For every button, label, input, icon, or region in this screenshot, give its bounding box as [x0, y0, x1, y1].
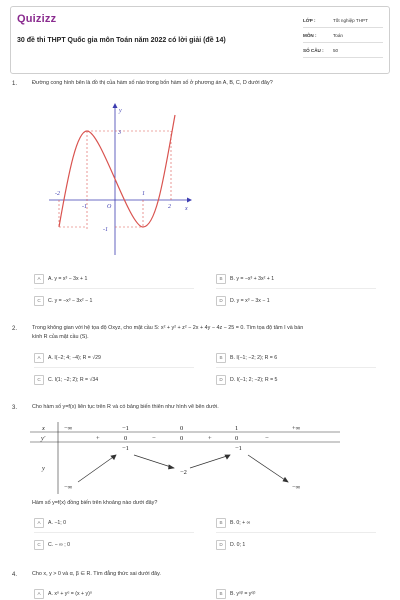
meta-value: 50	[333, 47, 339, 53]
x-axis-arrow	[187, 198, 192, 203]
option-text: C. y = −x³ − 3x² − 1	[48, 298, 93, 304]
function-curve	[59, 115, 175, 227]
question-text: Cho hàm số y=f(x) liên tục trên R và có bảng biến thiên như hình vẽ bên dưới.	[32, 404, 219, 410]
answer-option-d[interactable]	[216, 375, 277, 385]
meta-value: Tốt nghiệp THPT	[333, 17, 368, 23]
x-value: 1	[235, 425, 239, 432]
derivative-sign: +	[96, 435, 100, 442]
option-letter: B	[216, 353, 226, 363]
x-axis-label: x	[185, 206, 188, 212]
divider	[216, 532, 376, 533]
answer-option-a[interactable]	[34, 589, 92, 599]
meta-value: Toán	[333, 32, 343, 38]
x-value: +∞	[292, 425, 301, 432]
origin-label: O	[107, 204, 112, 210]
question-number: 2.	[12, 326, 18, 332]
tick-label: -1	[82, 204, 87, 210]
meta-row-subject	[303, 28, 383, 43]
option-text: D. I(−1; 2; −2); R = 5	[230, 377, 278, 383]
answer-option-c[interactable]	[34, 375, 98, 385]
question-number: 1.	[12, 81, 18, 87]
tick-label: -2	[55, 191, 60, 197]
option-text: A. I(−2; 4; −4); R = √29	[48, 355, 101, 361]
option-text: D. 0; 1	[230, 542, 246, 548]
answer-option-d[interactable]	[216, 296, 270, 306]
meta-label: LỚP :	[303, 17, 316, 23]
question-text	[32, 324, 303, 342]
meta-label: SỐ CÂU :	[303, 47, 324, 53]
derivative-sign: −	[265, 435, 269, 442]
question-text: Đường cong hình bên là đồ thị của hàm số nào trong bốn hàm số ở phương án A, B, C, D dưới đây?	[32, 80, 273, 86]
tick-label: 3	[118, 130, 121, 136]
option-letter: A	[34, 518, 44, 528]
question-number: 3.	[12, 405, 18, 411]
function-graph	[45, 100, 195, 260]
option-text: A. −1; 0	[48, 520, 67, 526]
divider	[34, 288, 194, 289]
option-text: B. 0; + ∞	[230, 520, 251, 526]
question-text: Cho x, y > 0 và α, β ∈ R. Tìm đẳng thức sai dưới đây.	[32, 571, 161, 577]
tick-label: 2	[168, 204, 171, 210]
tick-label: -1	[103, 227, 108, 233]
y-value: −∞	[64, 484, 73, 491]
answer-option-b[interactable]	[216, 589, 255, 599]
variation-table	[30, 422, 350, 494]
option-letter: C	[34, 375, 44, 385]
option-letter: A	[34, 353, 44, 363]
y-row-label: y	[42, 465, 45, 472]
option-text: C. − ∞ ; 0	[48, 542, 71, 548]
answer-option-a[interactable]	[34, 353, 101, 363]
y-value: −2	[180, 469, 187, 476]
answer-option-d[interactable]	[216, 540, 245, 550]
derivative-sign: +	[208, 435, 212, 442]
x-value: 0	[180, 425, 184, 432]
x-value: −∞	[64, 425, 73, 432]
option-text: B. I(−1; −2; 2); R = 6	[230, 355, 278, 361]
derivative-sign: −	[152, 435, 156, 442]
option-letter: D	[216, 375, 226, 385]
question-text: Hàm số y=f(x) đồng biến trên khoảng nào dưới đây?	[32, 500, 158, 506]
answer-option-b[interactable]	[216, 274, 274, 284]
option-text: C. I(1; −2; 2); R = √34	[48, 377, 99, 383]
question-text-line: kính R của mặt cầu (S).	[32, 334, 89, 340]
option-letter: C	[34, 296, 44, 306]
x-value: −1	[122, 425, 129, 432]
option-letter: D	[216, 540, 226, 550]
option-letter: B	[216, 518, 226, 528]
divider	[216, 367, 376, 368]
worksheet-meta	[303, 13, 383, 58]
tick-label: 1	[142, 191, 145, 197]
answer-option-c[interactable]	[34, 540, 70, 550]
option-text: D. y = x³ − 3x − 1	[230, 298, 270, 304]
y-value: −1	[122, 445, 129, 452]
quizizz-logo[interactable]: Quizizz	[17, 13, 57, 25]
divider	[216, 288, 376, 289]
derivative-zero: 0	[235, 435, 239, 442]
answer-option-c[interactable]	[34, 296, 92, 306]
question-number: 4.	[12, 572, 18, 578]
option-text: A. xᵅ + yᵅ = (x + y)ᵅ	[48, 591, 92, 597]
x-row-label: x	[42, 425, 45, 432]
option-letter: A	[34, 274, 44, 284]
answer-option-b[interactable]	[216, 353, 277, 363]
y-value: −1	[235, 445, 242, 452]
meta-row-class	[303, 13, 383, 28]
option-text: B. yᵅᵝ = yᵅᵝ	[230, 591, 256, 597]
y-axis-arrow	[113, 103, 118, 108]
derivative-row-label: y'	[41, 435, 46, 442]
worksheet-header	[10, 6, 390, 74]
option-letter: A	[34, 589, 44, 599]
answer-option-b[interactable]	[216, 518, 250, 528]
page-title: 30 đề thi THPT Quốc gia môn Toán năm 2022 có lời giải (đề 14)	[17, 37, 226, 44]
option-letter: D	[216, 296, 226, 306]
meta-label: MÔN :	[303, 32, 317, 38]
answer-option-a[interactable]	[34, 518, 66, 528]
y-axis-label: y	[119, 108, 122, 114]
derivative-zero: 0	[180, 435, 184, 442]
meta-row-count	[303, 43, 383, 58]
divider	[34, 532, 194, 533]
divider	[34, 367, 194, 368]
answer-option-a[interactable]	[34, 274, 87, 284]
option-letter: B	[216, 274, 226, 284]
option-text: A. y = x³ − 3x + 1	[48, 276, 88, 282]
y-value: −∞	[292, 484, 301, 491]
derivative-zero: 0	[124, 435, 128, 442]
option-letter: C	[34, 540, 44, 550]
option-text: B. y = −x³ + 3x² + 1	[230, 276, 275, 282]
question-text-line: Trong không gian với hệ tọa độ Oxyz, cho mặt cầu S: x² + y² + z² − 2x + 4y − 4z − 25 = 0. Tìm tọa độ tâm I và bán	[32, 325, 304, 331]
option-letter: B	[216, 589, 226, 599]
